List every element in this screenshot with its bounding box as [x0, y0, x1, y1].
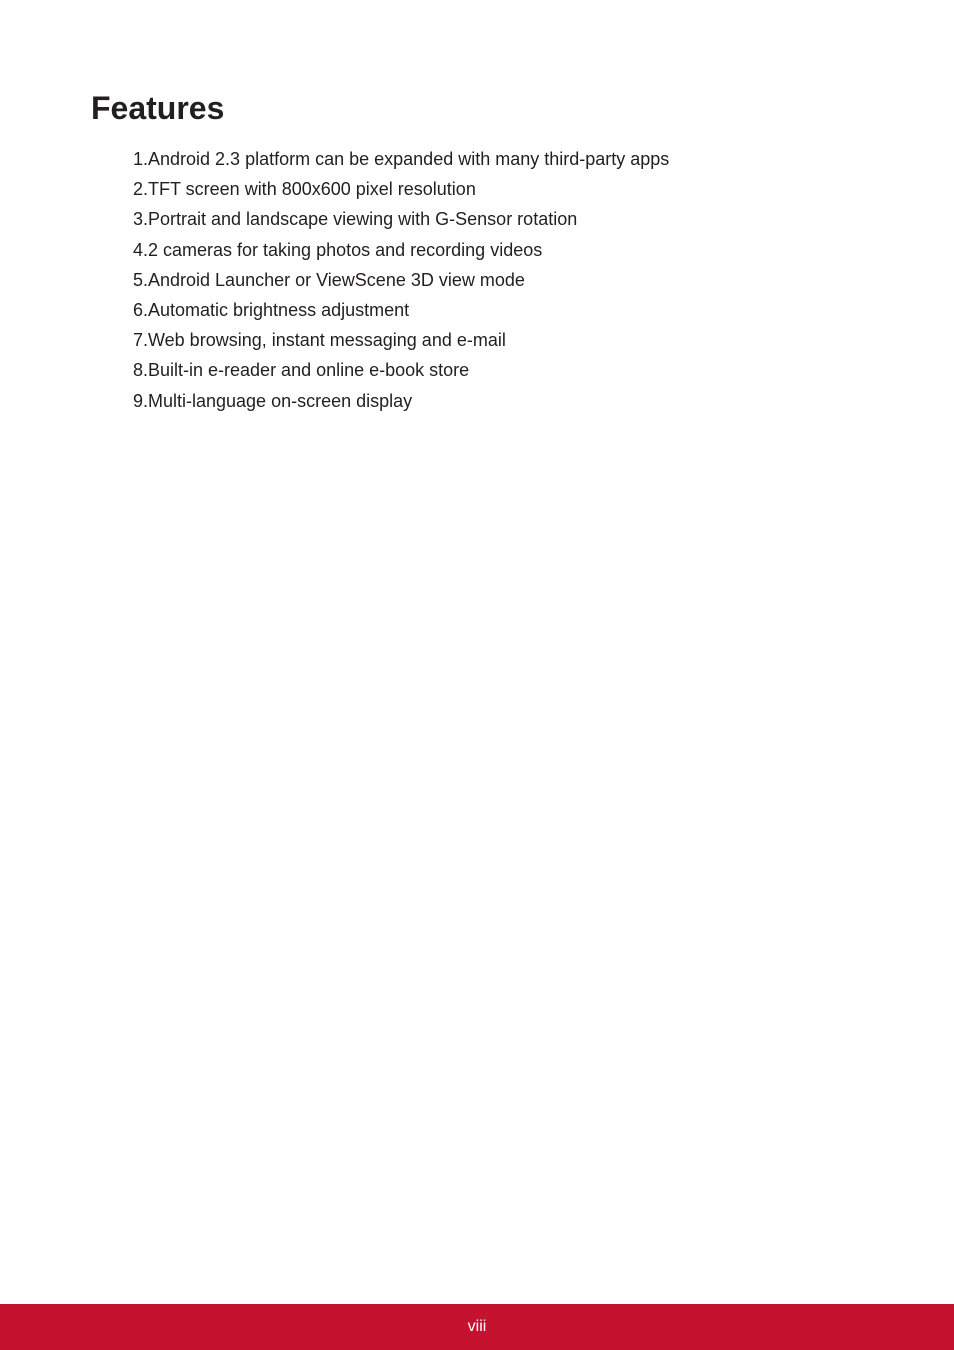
list-item	[120, 357, 669, 387]
list-item	[120, 388, 669, 418]
page-title: Features	[91, 90, 225, 126]
feature-list	[120, 146, 669, 418]
list-item-text: Multi-language on-screen display	[148, 390, 413, 411]
list-item-number: 1.	[132, 149, 148, 169]
footer-bar	[0, 1304, 954, 1350]
list-item-text: Android Launcher or ViewScene 3D view mode	[148, 269, 525, 290]
list-item-text: Web browsing, instant messaging and e-mail	[148, 330, 506, 351]
list-item	[120, 327, 669, 357]
list-item-text: TFT screen with 800x600 pixel resolution	[148, 179, 476, 200]
list-item-text: Portrait and landscape viewing with G-Sensor rotation	[148, 209, 578, 230]
list-item-number: 9.	[132, 390, 148, 411]
list-item-number: 2.	[132, 179, 148, 200]
list-item-number: 4.	[132, 239, 148, 260]
list-item	[120, 176, 669, 206]
list-item-number: 7.	[132, 330, 148, 351]
page-number: viii	[467, 1318, 487, 1335]
list-item-number: 8.	[132, 360, 148, 381]
list-item	[120, 267, 669, 297]
list-item	[120, 297, 669, 327]
list-item-number: 5.	[132, 269, 148, 290]
list-item	[120, 206, 669, 236]
list-item-text: 2 cameras for taking photos and recording videos	[148, 239, 543, 260]
list-item-text: Built-in e-reader and online e-book store	[148, 360, 470, 381]
list-item	[120, 237, 669, 267]
list-item-text: Automatic brightness adjustment	[148, 299, 410, 320]
list-item-text: Android 2.3 platform can be expanded with many third-party apps	[148, 149, 670, 169]
list-item-number: 3.	[132, 209, 148, 230]
list-item-number: 6.	[132, 299, 148, 320]
list-item	[120, 146, 669, 176]
